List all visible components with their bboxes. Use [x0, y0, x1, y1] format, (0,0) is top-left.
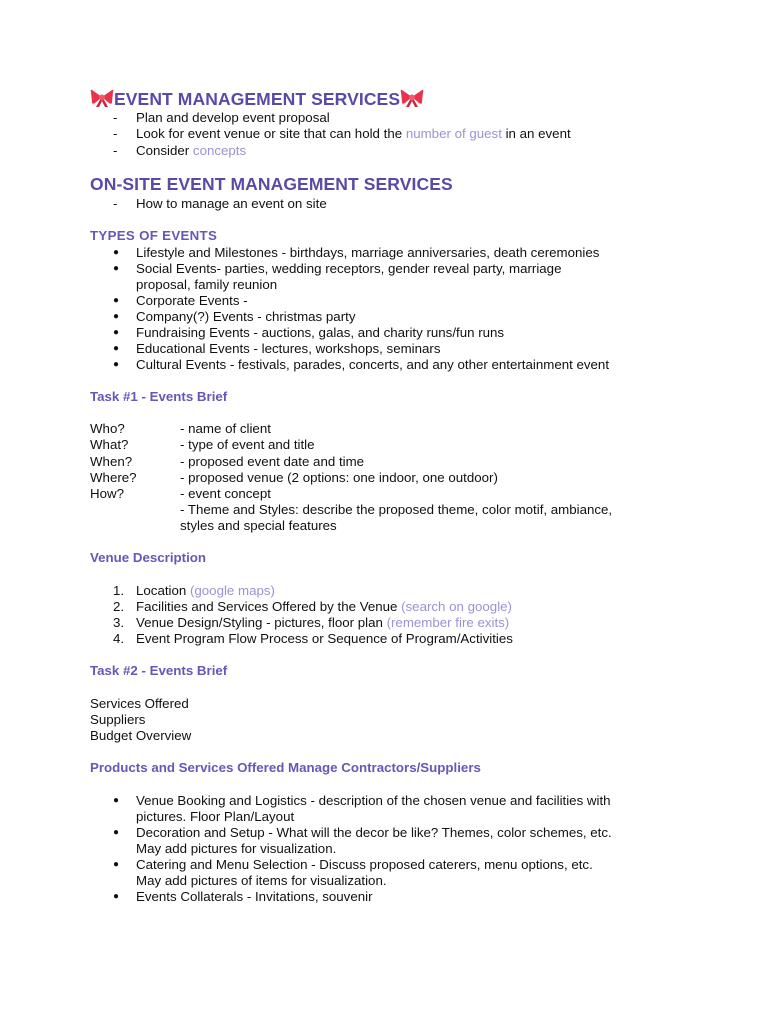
brief-answer: - name of client	[180, 421, 271, 436]
task1-heading: Task #1 - Events Brief	[90, 389, 228, 404]
brief-question: Who?	[90, 421, 125, 436]
list-item	[136, 615, 509, 631]
bullet-marker: ●	[113, 827, 120, 838]
list-item	[136, 126, 571, 142]
list-item	[136, 143, 246, 159]
dash-marker: -	[113, 126, 118, 141]
list-number: 4.	[113, 631, 125, 646]
venue-heading: Venue Description	[90, 550, 207, 565]
bullet-marker: ●	[113, 343, 120, 354]
highlight-text: (search on google)	[401, 599, 512, 614]
list-item: Decoration and Setup - What will the decor be like? Themes, color schemes, etc.	[136, 825, 612, 840]
list-item-text: Venue Design/Styling - pictures, floor plan	[136, 615, 387, 630]
brief-answer: - proposed event date and time	[180, 454, 365, 469]
ribbon-icon	[90, 88, 114, 108]
brief-answer: - event concept	[180, 486, 271, 501]
brief-answer-continuation: styles and special features	[180, 518, 337, 533]
list-item: Lifestyle and Milestones - birthdays, marriage anniversaries, death ceremonies	[136, 245, 600, 260]
list-item: Event Program Flow Process or Sequence of Program/Activities	[136, 631, 513, 646]
list-number: 1.	[113, 583, 125, 598]
list-number: 3.	[113, 615, 125, 630]
list-item: Catering and Menu Selection - Discuss proposed caterers, menu options, etc.	[136, 857, 593, 872]
list-item	[136, 110, 330, 126]
list-item-text: Location	[136, 583, 190, 598]
ribbon-icon	[400, 88, 424, 108]
task2-line: Suppliers	[90, 712, 146, 727]
dash-marker: -	[113, 143, 118, 158]
list-item: Educational Events - lectures, workshops, seminars	[136, 341, 441, 356]
bullet-marker: ●	[113, 359, 120, 370]
task2-line: Budget Overview	[90, 728, 192, 743]
list-item: Company(?) Events - christmas party	[136, 309, 356, 324]
bullet-marker: ●	[113, 795, 120, 806]
list-item: Events Collaterals - Invitations, souvenir	[136, 889, 373, 904]
section1-title	[90, 88, 424, 109]
highlight-text: (remember fire exits)	[386, 615, 510, 630]
list-item	[136, 583, 275, 599]
list-item-continuation: May add pictures of items for visualization.	[136, 873, 387, 888]
highlight-text: number of guest	[405, 126, 502, 141]
brief-question: What?	[90, 437, 129, 452]
list-number: 2.	[113, 599, 125, 614]
bullet-marker: ●	[113, 327, 120, 338]
list-item-continuation: May add pictures for visualization.	[136, 841, 337, 856]
highlight-text: (google maps)	[189, 583, 275, 598]
dash-marker: -	[113, 196, 118, 211]
brief-question: Where?	[90, 470, 137, 485]
list-item-text: in an event	[501, 126, 571, 141]
list-item: How to manage an event on site	[136, 196, 327, 211]
list-item-text: Facilities and Services Offered by the Venue	[136, 599, 402, 614]
bullet-marker: ●	[113, 263, 120, 274]
list-item	[136, 599, 512, 615]
list-item-text: Look for event venue or site that can hold the	[136, 126, 406, 141]
list-item: Fundraising Events - auctions, galas, and charity runs/fun runs	[136, 325, 505, 340]
bullet-marker: ●	[113, 247, 120, 258]
bullet-marker: ●	[113, 311, 120, 322]
section1-title-text: EVENT MANAGEMENT SERVICES	[114, 89, 401, 109]
list-item: Social Events- parties, wedding receptors, gender reveal party, marriage	[136, 261, 562, 276]
task2-line: Services Offered	[90, 696, 189, 711]
products-heading: Products and Services Offered Manage Contractors/Suppliers	[90, 760, 481, 775]
list-item-continuation: proposal, family reunion	[136, 277, 278, 292]
task2-heading: Task #2 - Events Brief	[90, 663, 228, 678]
brief-answer: - proposed venue (2 options: one indoor, one outdoor)	[180, 470, 498, 485]
list-item: Cultural Events - festivals, parades, concerts, and any other entertainment event	[136, 357, 610, 372]
brief-question: When?	[90, 454, 133, 469]
bullet-marker: ●	[113, 859, 120, 870]
highlight-text: concepts	[192, 143, 247, 158]
types-heading: TYPES OF EVENTS	[90, 228, 218, 243]
section2-title: ON-SITE EVENT MANAGEMENT SERVICES	[90, 174, 453, 194]
bullet-marker: ●	[113, 295, 120, 306]
list-item-text: Plan and develop event proposal	[136, 110, 330, 125]
list-item-text: Consider	[136, 143, 193, 158]
list-item: Venue Booking and Logistics - description of the chosen venue and facilities with	[136, 793, 611, 808]
list-item-continuation: pictures. Floor Plan/Layout	[136, 809, 295, 824]
dash-marker: -	[113, 110, 118, 125]
brief-answer: - type of event and title	[180, 437, 315, 452]
bullet-marker: ●	[113, 891, 120, 902]
brief-answer: - Theme and Styles: describe the proposed theme, color motif, ambiance,	[180, 502, 613, 517]
brief-question: How?	[90, 486, 124, 501]
list-item: Corporate Events -	[136, 293, 248, 308]
